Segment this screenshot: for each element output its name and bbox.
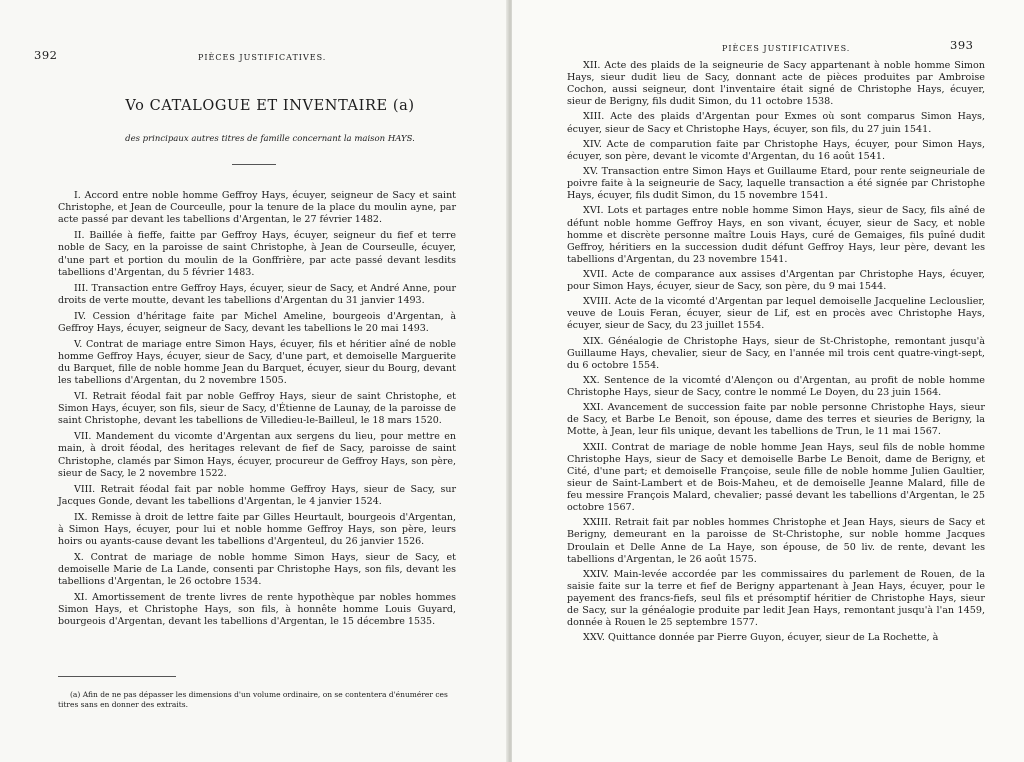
running-head-left: PIÈCES JUSTIFICATIVES. [198,53,327,62]
entry-xxv: XXV. Quittance donnée par Pierre Guyon, écuyer, sieur de La Rochette, à [583,632,939,644]
catalogue-title: Vo CATALOGUE ET INVENTAIRE (a) [125,98,415,114]
entry-vi: VI. Retrait féodal fait par noble Geffroy Hays, sieur de saint Christophe, et Simon Hays, écuyer, son fils, sieur de Sacy, d'Étienne de Launay, de la paroisse de saint Christophe, devant les tabellions de Villedieu-le-Bailleul, le 18 mars 1520. [58,391,456,427]
page-number-left: 392 [34,48,58,62]
entry-ix: IX. Remisse à droit de lettre faite par Gilles Heurtault, bourgeois d'Argentan, à Simon Hays, écuyer, pour lui et noble homme Geffroy Hays, son père, leurs hoirs ou ayants-cause devant les tabellions d'Argenteul, du 26 janvier 1526. [58,511,456,548]
entry-v: V. Contrat de mariage entre Simon Hays, écuyer, fils et héritier aîné de noble homme Geffroy Hays, écuyer, sieur de Sacy, d'une part, et demoiselle Marguerite du Barquet, fille de noble homme Jean du Barquet, écuyer, sieur du Bourg, devant les tabellions d'Argentan, du 2 novembre 1505. [58,338,456,387]
running-head-right: PIÈCES JUSTIFICATIVES. [722,44,851,53]
entry-xiv: XIV. Acte de comparution faite par Christophe Hays, écuyer, pour Simon Hays, écuyer, son père, devant le vicomte d'Argentan, du 16 août 1541. [567,138,985,162]
left-entries [58,190,456,632]
entry-xi: XI. Amortissement de trente livres de rente hypothèque par nobles hommes Simon Hays, et Christophe Hays, son fils, à honnête homme Louis Guyard, bourgeois d'Argentan, devant les tabellions d'Argentan, le 15 décembre 1535. [58,592,456,628]
left-page [0,0,510,762]
entry-xxiii: XXIII. Retrait fait par nobles hommes Christophe et Jean Hays, sieurs de Sacy et Berigny, demeurant en la paroisse de St-Christophe, sur noble homme Jacques Droulain et Delle Anne de La Haye, son épouse, de 50 liv. de rente, devant les tabellions d'Argentan, le 26 août 1575. [567,517,985,565]
entry-xxii: XXII. Contrat de mariage de noble homme Jean Hays, seul fils de noble homme Christophe Hays, sieur de Sacy et demoiselle Barbe Le Benoit, dame de Berigny, et Cité, d'une part; et demoiselle Françoise, seule fille de noble homme Julien Gaultier, sieur de Saint-Lambert et de Bois-Maheu, et de demoiselle Jeanne Malard, fille de feu messire François Malard, chevalier; passé devant les tabellions d'Argentan, le 25 octobre 1567. [567,441,985,514]
entry-xvi: XVI. Lots et partages entre noble homme Simon Hays, sieur de Sacy, fils aîné de défunt noble homme Geffroy Hays, en son vivant, écuyer, sieur de Sacy, et noble homme et discrète personne maître Louis Hays, curé de Gemaiges, fils puîné dudit Geffroy, héritiers en la succession dudit défunt Geffroy Hays, leur père, devant les tabellions d'Argentan, du 23 novembre 1541. [567,205,985,265]
entry-x: X. Contrat de mariage de noble homme Simon Hays, sieur de Sacy, et demoiselle Marie de La Lande, consenti par Christophe Hays, son fils, devant les tabellions d'Argentan, le 26 octobre 1534. [58,551,456,588]
entry-xviii: XVIII. Acte de la vicomté d'Argentan par lequel demoiselle Jacqueline Leclouslier, veuve de Louis Feran, écuyer, sieur de Lif, est en procès avec Christophe Hays, écuyer, sieur de Sacy, du 23 juillet 1554. [567,296,985,332]
entry-xv: XV. Transaction entre Simon Hays et Guillaume Etard, pour rente seigneuriale de poivre faite à la seigneurie de Sacy, laquelle transaction a été signée par Christophe Hays, écuyer, fils dudit Simon, du 15 novembre 1541. [567,166,985,202]
entry-xvii: XVII. Acte de comparance aux assises d'Argentan par Christophe Hays, écuyer, pour Simon Hays, écuyer, sieur de Sacy, son père, du 9 mai 1544. [567,268,985,293]
footnote: (a) Afin de ne pas dépasser les dimensions d'un volume ordinaire, on se contentera d'énumérer ces titres sans en donner des extraits. [58,690,448,709]
title-divider [232,164,276,165]
footnote-divider [58,676,176,677]
page-number-right: 393 [950,38,974,52]
entry-xii: XII. Acte des plaids de la seigneurie de Sacy appartenant à noble homme Simon Hays, sieur dudit lieu de Sacy, donnant acte de pièces produites par Ambroise Cochon, aussi seigneur, dont l'inventaire était signé de Christophe Hays, écuyer, sieur de Berigny, fils dudit Simon, du 11 octobre 1538. [567,60,985,108]
catalogue-subtitle: des principaux autres titres de famille concernant la maison HAYS. [125,134,415,144]
entry-i: I. Accord entre noble homme Geffroy Hays, écuyer, seigneur de Sacy et saint Christophe, et Jean de Courceulle, pour la tenure de la place du moulin ayne, par acte passé par devant les tabellions d'Argentan, le 27 février 1482. [58,190,456,226]
entry-xix: XIX. Généalogie de Christophe Hays, sieur de St-Christophe, remontant jusqu'à Guillaume Hays, chevalier, sieur de Sacy, en l'année mil trois cent quatre-vingt-sept, du 6 octobre 1554. [567,335,985,371]
right-page [512,0,1024,762]
entry-xiii: XIII. Acte des plaids d'Argentan pour Exmes où sont comparus Simon Hays, écuyer, sieur de Sacy et Christophe Hays, écuyer, son fils, du 27 juin 1541. [567,111,985,135]
entry-iv: IV. Cession d'héritage faite par Michel Ameline, bourgeois d'Argentan, à Geffroy Hays, écuyer, seigneur de Sacy, devant les tabellions le 20 mai 1493. [58,310,456,334]
entry-viii: VIII. Retrait féodal fait par noble homme Geffroy Hays, sieur de Sacy, sur Jacques Gonde, devant les tabellions d'Argentan, le 4 janvier 1524. [58,483,456,507]
entry-iii: III. Transaction entre Geffroy Hays, écuyer, sieur de Sacy, et André Anne, pour droits de verte moutte, devant les tabellions d'Argentan du 31 janvier 1493. [58,282,456,306]
entry-vii: VII. Mandement du vicomte d'Argentan aux sergens du lieu, pour mettre en main, à droit féodal, des heritages relevant de fief de Sacy, paroisse de saint Christophe, clamés par Simon Hays, écuyer, procureur de Geffroy Hays, son père, sieur de Sacy, le 2 novembre 1522. [58,431,456,479]
right-entries [567,60,985,648]
entry-xxiv: XXIV. Main-levée accordée par les commissaires du parlement de Rouen, de la saisie faite sur la terre et fief de Berigny appartenant à Jean Hays, écuyer, pour le payement des francs-fiefs, seul fils et présomptif héritier de Christophe Hays, sieur de Sacy, sur la généalogie produite par ledit Jean Hays, remontant jusqu'à l'an 1459, donnée à Rouen le 25 septembre 1577. [567,568,985,629]
entry-xx: XX. Sentence de la vicomté d'Alençon ou d'Argentan, au profit de noble homme Christophe Hays, sieur de Sacy, contre le nommé Le Doyen, du 23 juin 1564. [567,375,985,399]
entry-xxi: XXI. Avancement de succession faite par noble personne Christophe Hays, sieur de Sacy, et Barbe Le Benoit, son épouse, dame des terres et sieuries de Berigny, la Motte, à Jean, leur fils unique, devant les tabellions de Trun, le 11 mai 1567. [567,402,985,438]
entry-ii: II. Baillée à fieffe, faitte par Geffroy Hays, écuyer, seigneur du fief et terre noble de Sacy, en la paroisse de saint Christophe, à Jean de Courseulle, écuyer, d'une part et portion du moulin de la Gonffrière, par acte passé devant lesdits tabellions d'Argentan, du 5 février 1483. [58,230,456,278]
